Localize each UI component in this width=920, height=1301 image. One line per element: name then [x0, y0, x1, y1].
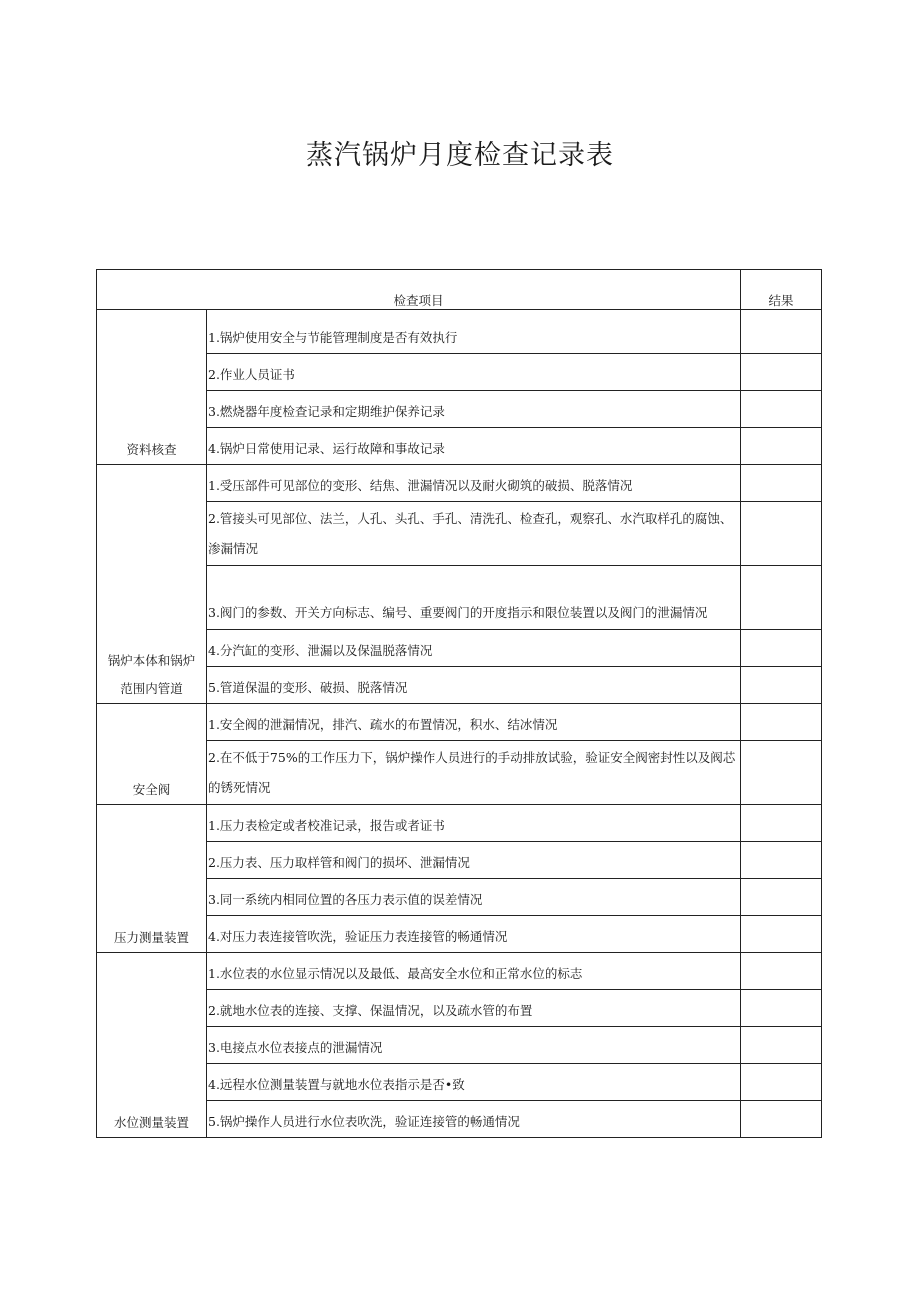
header-item-col: 检查项目 [97, 270, 741, 310]
category-cell: 安全阀 [97, 704, 207, 805]
item-cell: 3.燃烧器年度检查记录和定期维护保养记录 [207, 391, 741, 428]
item-cell: 3.阀门的参数、开关方向标志、编号、重要阀门的开度指示和限位装置以及阀门的泄漏情况 [207, 566, 741, 630]
result-cell[interactable] [741, 310, 822, 354]
table-row [97, 704, 822, 741]
category-line: 锅炉本体和锅炉 [107, 653, 196, 668]
inspection-table [96, 269, 822, 1138]
item-cell: 1.水位表的水位显示情况以及最低、最高安全水位和正常水位的标志 [207, 953, 741, 990]
item-cell: 2.就地水位表的连接、支撑、保温情况，以及疏水管的布置 [207, 990, 741, 1027]
item-cell: 5.锅炉操作人员进行水位表吹洗，验证连接管的畅通情况 [207, 1101, 741, 1138]
result-cell[interactable] [741, 354, 822, 391]
result-cell[interactable] [741, 428, 822, 465]
item-cell: 1.受压部件可见部位的变形、结焦、泄漏情况以及耐火砌筑的破损、脱落情况 [207, 465, 741, 502]
result-cell[interactable] [741, 502, 822, 566]
item-cell: 1.安全阀的泄漏情况，排汽、疏水的布置情况，积水、结冰情况 [207, 704, 741, 741]
category-cell [97, 465, 207, 704]
result-cell[interactable] [741, 704, 822, 741]
category-cell: 水位测量装置 [97, 953, 207, 1138]
item-cell: 5.管道保温的变形、破损、脱落情况 [207, 667, 741, 704]
category-cell: 压力测量装置 [97, 805, 207, 953]
table-row [97, 465, 822, 502]
item-cell: 4.分汽缸的变形、泄漏以及保温脱落情况 [207, 630, 741, 667]
table-row [97, 310, 822, 354]
result-cell[interactable] [741, 741, 822, 805]
result-cell[interactable] [741, 667, 822, 704]
result-cell[interactable] [741, 805, 822, 842]
item-cell: 4.远程水位测量装置与就地水位表指示是否•致 [207, 1064, 741, 1101]
item-cell: 2.在不低于75%的工作压力下，锅炉操作人员进行的手动排放试验，验证安全阀密封性以及阀芯的锈死情况 [207, 741, 741, 805]
item-cell: 3.同一系统内相同位置的各压力表示值的误差情况 [207, 879, 741, 916]
item-cell: 2.管接头可见部位、法兰，人孔、头孔、手孔、清洗孔、检查孔，观察孔、水汽取样孔的腐蚀、渗漏情况 [207, 502, 741, 566]
header-result-col: 结果 [741, 270, 822, 310]
table-header-row [97, 270, 822, 310]
result-cell[interactable] [741, 465, 822, 502]
result-cell[interactable] [741, 1027, 822, 1064]
item-cell: 3.电接点水位表接点的泄漏情况 [207, 1027, 741, 1064]
table-row [97, 953, 822, 990]
result-cell[interactable] [741, 566, 822, 630]
result-cell[interactable] [741, 1064, 822, 1101]
result-cell[interactable] [741, 990, 822, 1027]
item-cell: 2.作业人员证书 [207, 354, 741, 391]
result-cell[interactable] [741, 391, 822, 428]
category-cell: 资料核查 [97, 310, 207, 465]
category-line: 范围内管道 [120, 681, 183, 696]
result-cell[interactable] [741, 953, 822, 990]
page-title: 蒸汽锅炉月度检查记录表 [306, 140, 614, 171]
item-cell: 1.压力表检定或者校准记录，报告或者证书 [207, 805, 741, 842]
table-row [97, 805, 822, 842]
item-cell: 4.对压力表连接管吹洗，验证压力表连接管的畅通情况 [207, 916, 741, 953]
item-cell: 4.锅炉日常使用记录、运行故障和事故记录 [207, 428, 741, 465]
result-cell[interactable] [741, 1101, 822, 1138]
result-cell[interactable] [741, 916, 822, 953]
item-cell: 1.锅炉使用安全与节能管理制度是否有效执行 [207, 310, 741, 354]
item-cell: 2.压力表、压力取样管和阀门的损坏、泄漏情况 [207, 842, 741, 879]
result-cell[interactable] [741, 842, 822, 879]
result-cell[interactable] [741, 630, 822, 667]
result-cell[interactable] [741, 879, 822, 916]
